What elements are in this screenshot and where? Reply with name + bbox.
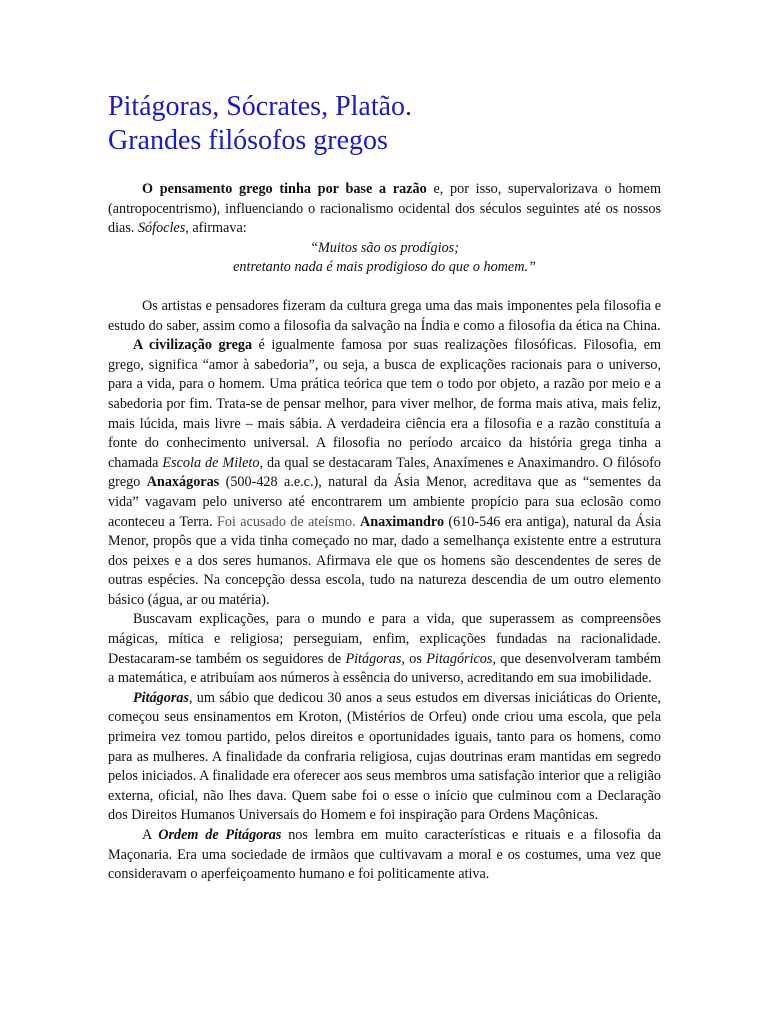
paragraph-text: nos lembra em muito características e rituais e a filosofia da Maçonaria. Era uma sociedade de irmãos que cultivavam a moral e os costumes, uma vez que consideravam o aperfeiçoamento humano e foi politicamente ativa. [108,827,661,883]
paragraph-2: Os artistas e pensadores fizeram da cultura grega uma das mais imponentes pela filosofia e estudo do saber, assim como a filosofia da salvação na Índia e como a filosofia da ética na China. [108,297,661,334]
muted-sentence: Foi acusado de ateísmo. [216,513,356,530]
paragraph-text: (500-428 a.e.c.), natural da Ásia Menor, acreditava que as “sementes da vida” vagavam pelo universo até encontrarem um ambiente propício para sua eclosão como aconteceu a Terra. [108,474,661,530]
document-page [108,90,661,885]
bold-phrase: O pensamento grego tinha por base a razão [142,181,427,197]
document-title [108,90,661,158]
paragraph-5 [108,689,661,826]
paragraph-1 [108,180,661,239]
paragraph-text: , da qual se destacaram Tales, Anaxímenes e Anaximandro. O filósofo grego [108,454,661,491]
bold-italic-name: Pitágoras [133,689,189,706]
paragraph-gap [108,278,661,297]
paragraph-text: Buscavam explicações, para o mundo e para a vida, que superassem as compreensões mágicas, mítica e religiosa; perseguiam, enfim, explicações fundadas na racionalidade. Destacaram-se também os seguidores de [108,611,661,667]
quote-line-1: “Muitos são os prodígios; [310,239,459,256]
paragraph-text: , afirmava: [185,220,247,237]
bold-name: Anaximandro [359,513,445,530]
bold-phrase: A civilização grega [133,337,253,354]
paragraph-text: , um sábio que dedicou 30 anos a seus estudos em diversas iniciáticas do Oriente, começou seus ensinamentos em Kroton, (Mistérios de Orfeu) onde criou uma escola, que pela primeira vez tomou partido, pelos direitos e oportunidades iguais, tanto para os homens, como para as mulheres. A finalidade da confraria religiosa, cujas doutrinas eram mantidas em segredo pelos iniciados. A finalidade era oferecer aos seus membros uma satisfação interior que a religião externa, oficial, não lhes dava. Quem sabe foi o esse o início que culminou com a Declaração dos Direitos Humanos Universais do Homem e foi inspiração para Ordens Maçônicas. [108,689,661,824]
paragraph-text: A [142,827,159,843]
bold-italic-phrase: Ordem de Pitágoras [158,827,282,843]
italic-phrase: Escola de Mileto [162,454,260,471]
italic-name: Pitagóricos [426,650,493,667]
bold-name: Anaxágoras [146,474,220,491]
paragraph-text: , os [401,650,427,667]
paragraph-6 [108,826,661,885]
paragraph-3 [108,336,661,610]
document-body [108,180,661,885]
paragraph-4 [108,610,661,688]
paragraph-text: e, por isso, supervalorizava o homem (antropocentrismo), influenciando o racionalismo ocidental dos séculos seguintes até os nossos dias. [108,181,661,237]
paragraph-text: (610-546 era antiga), natural da Ásia Menor, propôs que a vida tinha começado no mar, dado a semelhança existente entre a estrutura dos peixes e a dos seres humanos. Afirmava ele que os homens são descendentes de seres de outras espécies. Na concepção dessa escola, tudo na natureza descendia de um outro elemento básico (água, ar ou matéria). [108,513,662,608]
italic-name: Pitágoras [345,650,402,667]
paragraph-text: , que desenvolveram também a matemática, e atribuíam aos números à essência do universo, acreditando em sua imobilidade. [108,650,661,687]
title-line-2: Grandes filósofos gregos [108,125,388,156]
title-line-1: Pitágoras, Sócrates, Platão. [108,91,413,122]
italic-name: Sófocles [137,220,186,237]
paragraph-text: é igualmente famosa por suas realizações filosóficas. Filosofia, em grego, significa “amor à sabedoria”, ou seja, a busca de explicações racionais para o universo, para a vida, para o homem. Uma prática teórica que tem o todo por objeto, a razão por meio e a sabedoria por fim. Trata-se de pensar melhor, para viver melhor, de forma mais ativa, mais feliz, mais lúcida, mais livre – mais sábia. A verdadeira ciência era a filosofia e a razão constituía a fonte do conhecimento universal. A filosofia no período arcaico da história grega tinha a chamada [108,337,661,471]
quote-line-2: entretanto nada é mais prodigioso do que o homem.” [233,259,536,276]
